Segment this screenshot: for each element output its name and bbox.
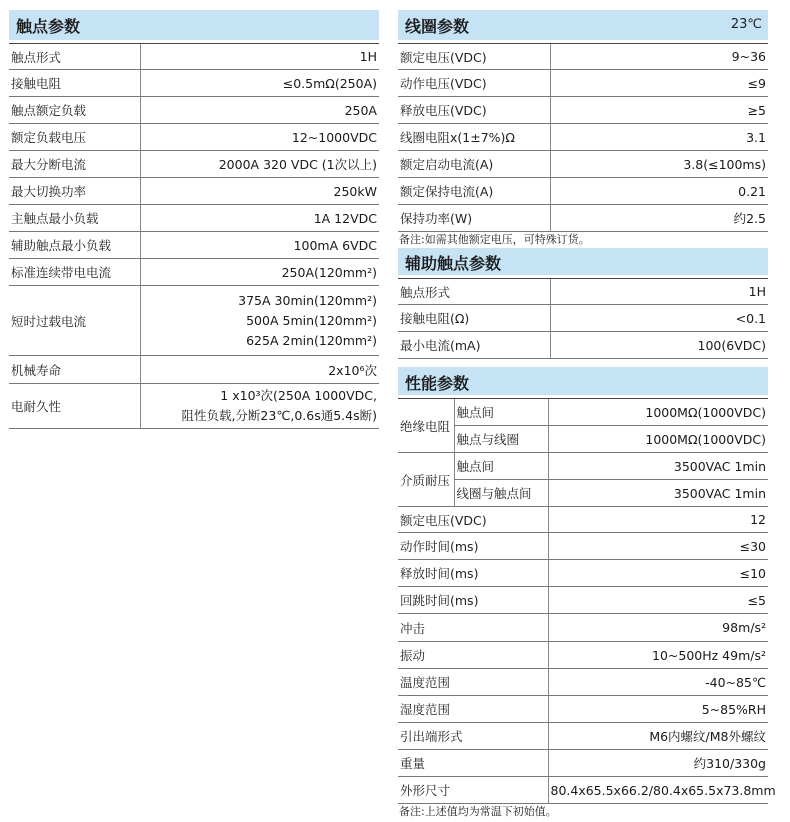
row-value: 2000A 320 VDC (1次以上) (140, 151, 379, 178)
row-value: 1H (140, 44, 379, 70)
row-label: 接触电阻 (9, 70, 140, 97)
table-row (398, 305, 768, 332)
row-value: 1H (550, 279, 768, 305)
row-value-multiline (140, 286, 379, 356)
row-label: 短时过载电流 (9, 286, 140, 356)
row-label: 绝缘电阻 (398, 399, 454, 453)
row-label: 重量 (398, 750, 548, 777)
table-row (398, 614, 768, 642)
table-row (398, 151, 768, 178)
row-value: 3500VAC 1min (548, 480, 768, 507)
overload-line: 375A 30min(120mm²) (238, 292, 377, 308)
table-row (9, 205, 379, 232)
contact-params-section (9, 10, 379, 429)
row-label: 外形尺寸 (398, 777, 548, 804)
overload-line: 625A 2min(120mm²) (246, 332, 377, 348)
table-row (9, 356, 379, 384)
table-row-dielectric (398, 480, 768, 507)
table-row (398, 205, 768, 232)
row-value-multiline (140, 384, 379, 429)
row-value: 100mA 6VDC (140, 232, 379, 259)
row-label: 额定电压(VDC) (398, 44, 550, 70)
table-row (398, 70, 768, 97)
row-value: 100(6VDC) (550, 332, 768, 359)
row-label: 释放时间(ms) (398, 560, 548, 587)
row-label: 回跳时间(ms) (398, 587, 548, 614)
row-value: 12 (548, 507, 768, 533)
perf-params-table (398, 398, 776, 804)
perf-note: 备注:上述值均为常温下初始值。 (399, 805, 557, 818)
row-value: 3500VAC 1min (548, 453, 768, 480)
row-label: 额定保持电流(A) (398, 178, 550, 205)
table-row (398, 44, 768, 70)
table-row (9, 178, 379, 205)
contact-params-header (9, 10, 379, 40)
row-sublabel: 触点间 (454, 399, 548, 426)
table-row (9, 97, 379, 124)
row-sublabel: 触点与线圈 (454, 426, 548, 453)
table-row (398, 178, 768, 205)
row-label: 接触电阻(Ω) (398, 305, 550, 332)
row-value: ≥5 (550, 97, 768, 124)
row-label: 引出端形式 (398, 723, 548, 750)
row-value: 12~1000VDC (140, 124, 379, 151)
row-label: 最大分断电流 (9, 151, 140, 178)
table-row (398, 560, 768, 587)
row-label: 介质耐压 (398, 453, 454, 507)
row-value: 250kW (140, 178, 379, 205)
table-row (9, 259, 379, 286)
row-label: 湿度范围 (398, 696, 548, 723)
row-label: 标准连续带电电流 (9, 259, 140, 286)
row-value: 1000MΩ(1000VDC) (548, 426, 768, 453)
row-value: 10~500Hz 49m/s² (548, 642, 768, 669)
row-sublabel: 触点间 (454, 453, 548, 480)
row-value: 约2.5 (550, 205, 768, 232)
row-label: 辅助触点最小负载 (9, 232, 140, 259)
row-value: 250A (140, 97, 379, 124)
row-value: 3.1 (550, 124, 768, 151)
table-row (398, 124, 768, 151)
table-row (398, 279, 768, 305)
row-value: ≤10 (548, 560, 768, 587)
row-value: ≤30 (548, 533, 768, 560)
table-row (398, 97, 768, 124)
elec-life-line: 1 x10³次(250A 1000VDC, (220, 388, 377, 403)
aux-params-header (398, 248, 768, 275)
aux-params-title: 辅助触点参数 (405, 254, 502, 273)
row-label: 最大切换功率 (9, 178, 140, 205)
contact-params-table (9, 43, 379, 429)
row-label: 动作时间(ms) (398, 533, 548, 560)
row-value: 3.8(≤100ms) (550, 151, 768, 178)
table-row-insulation (398, 399, 768, 426)
row-label: 机械寿命 (9, 356, 140, 384)
row-label: 动作电压(VDC) (398, 70, 550, 97)
row-label: 主触点最小负载 (9, 205, 140, 232)
row-value: 1A 12VDC (140, 205, 379, 232)
perf-params-title: 性能参数 (405, 374, 470, 393)
row-label: 电耐久性 (9, 384, 140, 429)
table-row (398, 332, 768, 359)
table-row (398, 642, 768, 669)
table-row (9, 124, 379, 151)
table-row (398, 696, 768, 723)
row-label: 触点形式 (398, 279, 550, 305)
row-label: 额定启动电流(A) (398, 151, 550, 178)
aux-params-table (398, 278, 768, 359)
row-value: <0.1 (550, 305, 768, 332)
table-row (398, 723, 768, 750)
row-sublabel: 线圈与触点间 (454, 480, 548, 507)
row-label: 振动 (398, 642, 548, 669)
table-row (398, 587, 768, 614)
table-row (9, 232, 379, 259)
table-row (398, 507, 768, 533)
row-value: ≤9 (550, 70, 768, 97)
row-value: 9~36 (550, 44, 768, 70)
overload-line: 500A 5min(120mm²) (246, 312, 377, 328)
row-label: 触点形式 (9, 44, 140, 70)
row-value: 1000MΩ(1000VDC) (548, 399, 768, 426)
table-row-dielectric (398, 453, 768, 480)
row-label: 释放电压(VDC) (398, 97, 550, 124)
coil-note: 备注:如需其他额定电压，可特殊订货。 (399, 233, 590, 246)
table-row (398, 750, 768, 777)
table-row-insulation (398, 426, 768, 453)
row-value: -40~85℃ (548, 669, 768, 696)
contact-params-title: 触点参数 (16, 17, 81, 36)
coil-params-header (398, 10, 768, 40)
row-label: 触点额定负载 (9, 97, 140, 124)
row-label: 冲击 (398, 614, 548, 642)
row-value: 98m/s² (548, 614, 768, 642)
coil-temp-label: 23℃ (730, 17, 762, 32)
elec-life-line: 阻性负载,分断23℃,0.6s通5.4s断) (181, 408, 377, 423)
row-label: 保持功率(W) (398, 205, 550, 232)
row-label: 温度范围 (398, 669, 548, 696)
row-value: 80.4x65.5x66.2/80.4x65.5x73.8mm (548, 777, 768, 804)
row-label: 最小电流(mA) (398, 332, 550, 359)
coil-params-table (398, 43, 768, 232)
right-column (398, 10, 776, 820)
row-value: M6内螺纹/M8外螺纹 (548, 723, 768, 750)
table-row-elec-life (9, 384, 379, 429)
table-row (9, 70, 379, 97)
row-value: 0.21 (550, 178, 768, 205)
table-row (398, 533, 768, 560)
row-label: 额定电压(VDC) (398, 507, 548, 533)
row-value: 5~85%RH (548, 696, 768, 723)
row-value: 2x10⁶次 (140, 356, 379, 384)
row-label: 线圈电阻x(1±7%)Ω (398, 124, 550, 151)
table-row (398, 777, 768, 804)
row-value: ≤0.5mΩ(250A) (140, 70, 379, 97)
table-row (398, 669, 768, 696)
row-label: 额定负载电压 (9, 124, 140, 151)
row-value: 约310/330g (548, 750, 768, 777)
table-row (9, 44, 379, 70)
row-value: ≤5 (548, 587, 768, 614)
coil-params-title: 线圈参数 (405, 17, 470, 36)
row-value: 250A(120mm²) (140, 259, 379, 286)
perf-params-header (398, 367, 768, 395)
table-row-overload (9, 286, 379, 356)
table-row (9, 151, 379, 178)
